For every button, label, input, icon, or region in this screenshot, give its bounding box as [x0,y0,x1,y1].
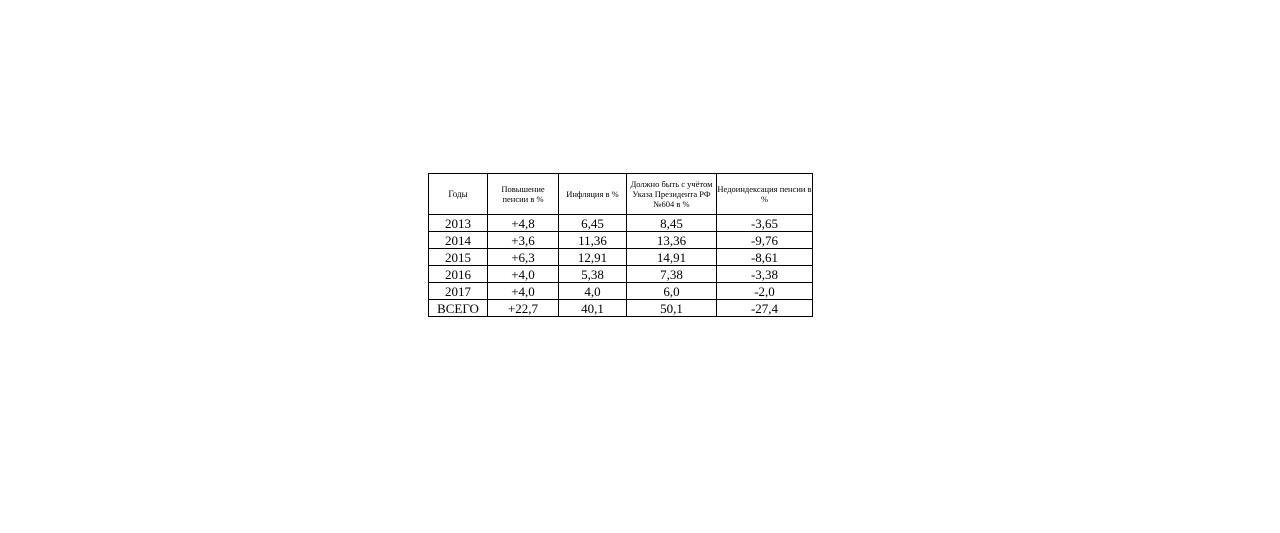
cell-total-underindexation: -27,4 [717,300,813,317]
table-row [429,215,813,232]
table-header-row [429,174,813,215]
cell-pension-increase: +4,0 [488,283,559,300]
cell-should-be: 13,36 [627,232,717,249]
cell-inflation: 6,45 [559,215,627,232]
table-header [429,174,813,215]
cell-underindexation: -8,61 [717,249,813,266]
cell-total-inflation: 40,1 [559,300,627,317]
cell-underindexation: -3,65 [717,215,813,232]
column-header-inflation: Инфляция в % [559,174,627,215]
column-header-pension-increase: Повышение пенсии в % [488,174,559,215]
cell-year: 2015 [429,249,488,266]
table-row [429,232,813,249]
column-header-should-be: Должно быть с учётом Указа Президента РФ №604 в % [627,174,717,215]
table-row [429,283,813,300]
cell-total-pension-increase: +22,7 [488,300,559,317]
cell-pension-increase: +4,8 [488,215,559,232]
cell-underindexation: -9,76 [717,232,813,249]
cell-inflation: 11,36 [559,232,627,249]
column-header-underindexation: Недоиндексация пенсии в % [717,174,813,215]
cell-should-be: 14,91 [627,249,717,266]
table-row-total [429,300,813,317]
table-row [429,249,813,266]
cell-total-should-be: 50,1 [627,300,717,317]
pension-table-container [428,173,812,317]
cell-pension-increase: +4,0 [488,266,559,283]
cell-underindexation: -2,0 [717,283,813,300]
cell-underindexation: -3,38 [717,266,813,283]
cell-inflation: 5,38 [559,266,627,283]
cell-year: 2014 [429,232,488,249]
table-body [429,215,813,317]
cell-pension-increase: +6,3 [488,249,559,266]
cell-pension-increase: +3,6 [488,232,559,249]
pension-indexation-table [428,173,813,317]
cell-year: 2016 [429,266,488,283]
cell-inflation: 12,91 [559,249,627,266]
cell-year: 2017 [429,283,488,300]
table-row [429,266,813,283]
cell-total-label: ВСЕГО [429,300,488,317]
column-header-years: Годы [429,174,488,215]
cell-inflation: 4,0 [559,283,627,300]
cell-year: 2013 [429,215,488,232]
cell-should-be: 6,0 [627,283,717,300]
cell-should-be: 8,45 [627,215,717,232]
cell-should-be: 7,38 [627,266,717,283]
